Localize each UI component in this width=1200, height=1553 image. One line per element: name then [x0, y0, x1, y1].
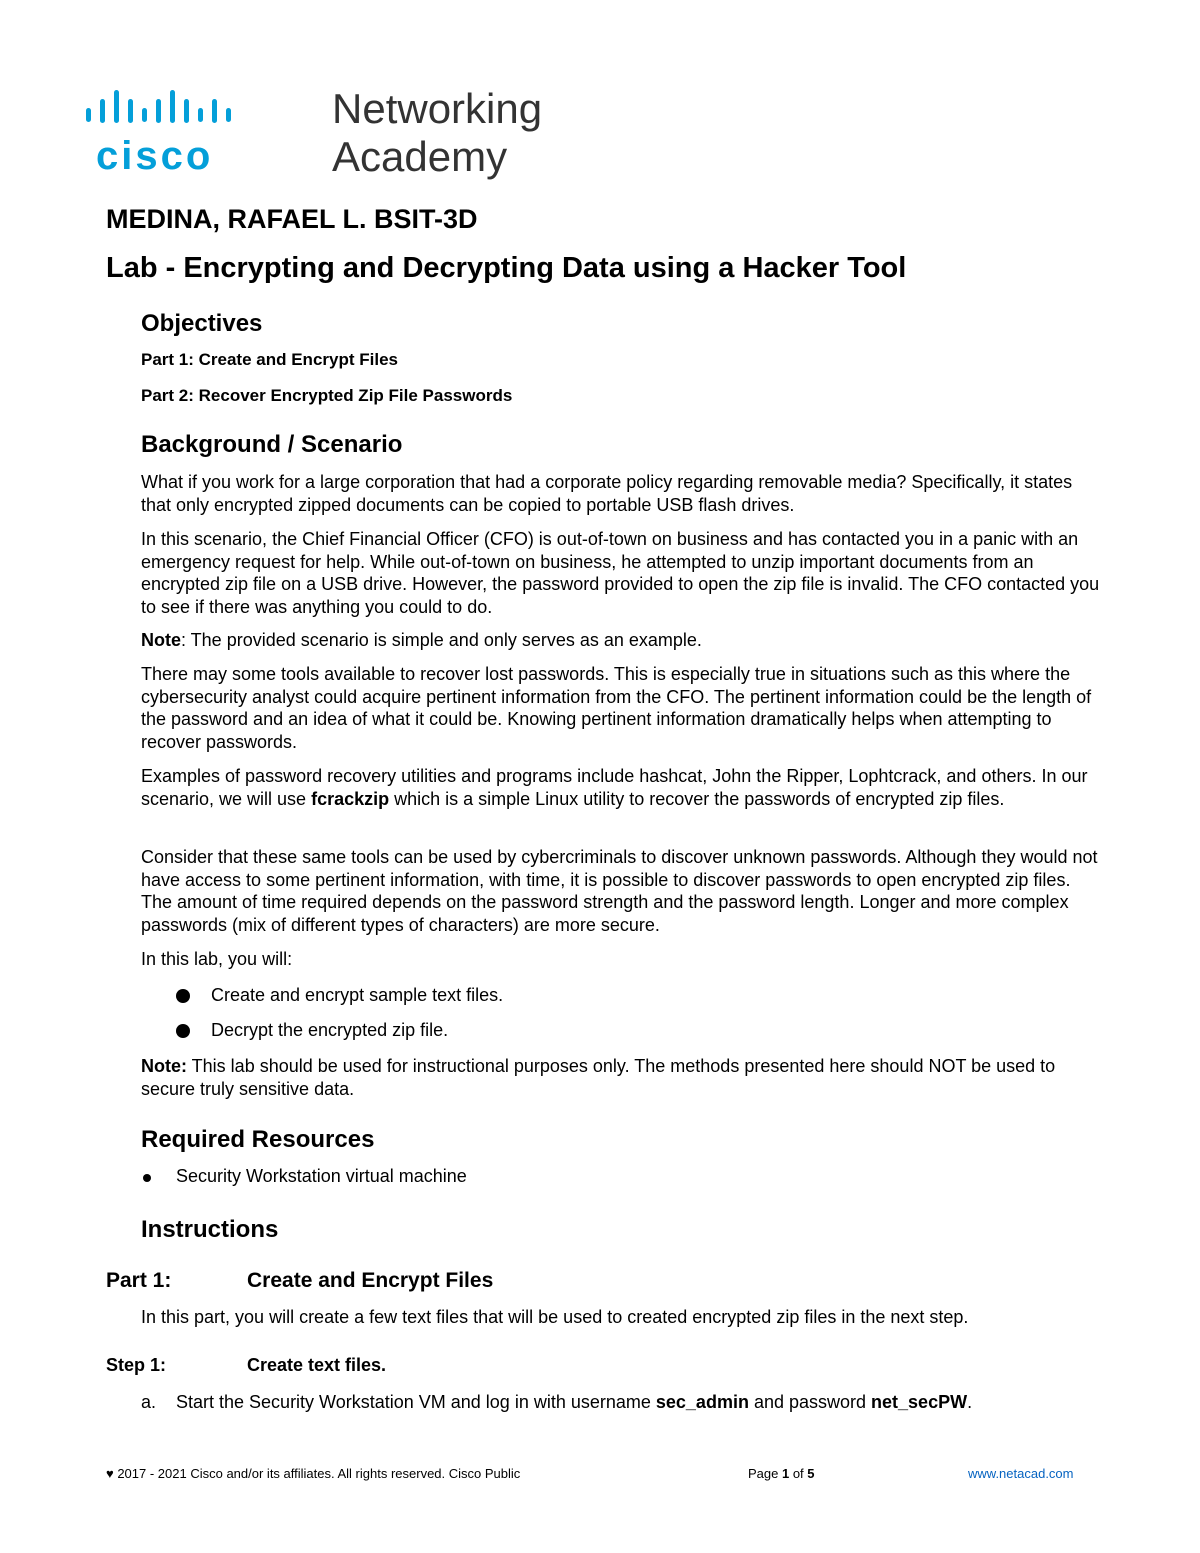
page-current: 1	[781, 1466, 790, 1481]
tool-name: fcrackzip	[311, 788, 390, 809]
cisco-networking-academy-logo	[84, 85, 543, 186]
logo-networking-text: Networking	[332, 85, 543, 132]
step-a-item	[141, 1391, 972, 1413]
note-scenario	[141, 629, 1101, 652]
step-1-heading	[106, 1354, 386, 1376]
cisco-bars-icon	[84, 86, 234, 130]
background-paragraph-2: In this scenario, the Chief Financial Officer (CFO) is out-of-town on business and has contacted you in a panic with an emergency request for help. While out-of-town on business, he attempted to unzip important documents from an encrypted zip file on a USB drive. However, the password provided to open the zip file is invalid. The CFO contacted you to see if there was anything you could to do.	[141, 529, 1100, 617]
footer-page-number	[748, 1466, 815, 1482]
note-text: This lab should be used for instructional purposes only. The methods presented here should NOT be used to secure truly sensitive data.	[141, 1056, 1056, 1099]
part-1-text: In this part, you will create a few text files that will be used to created encrypted zip files in the next step.	[141, 1307, 969, 1327]
step-a-text-2: and password	[748, 1392, 872, 1412]
cisco-wordmark: cisco	[96, 134, 214, 178]
page-prefix: Page	[748, 1466, 782, 1481]
background-paragraph-1: What if you work for a large corporation that had a corporate policy regarding removable media? Specifically, it states that only encrypted zipped documents can be copied to portable USB flash drives.	[141, 472, 1073, 515]
bullet-icon	[176, 989, 190, 1003]
part-label: Part 1:	[106, 1269, 172, 1292]
part-1-heading	[106, 1268, 493, 1294]
instructions-heading: Instructions	[141, 1216, 279, 1243]
step-title: Create text files.	[247, 1355, 387, 1375]
note-label: Note:	[141, 1056, 187, 1076]
note-instructional	[141, 1055, 1101, 1100]
background-paragraph-6: In this lab, you will:	[141, 949, 293, 969]
student-name: MEDINA, RAFAEL L. BSIT-3D	[106, 204, 478, 234]
note-text: : The provided scenario is simple and only serves as an example.	[181, 630, 702, 650]
list-item: Decrypt the encrypted zip file.	[211, 1020, 449, 1040]
background-paragraph-5: Consider that these same tools can be used by cybercriminals to discover unknown passwords. Although they would not have access to some pertinent information, with time, it is possible to discover passwords to open encrypted zip files. The amount of time required depends on the password strength and the password length. Longer and more complex passwords (mix of different types of characters) are more secure.	[141, 847, 1098, 935]
step-a-text-3: .	[967, 1392, 973, 1412]
bullet-icon	[176, 1024, 190, 1038]
resources-heading: Required Resources	[141, 1126, 375, 1153]
note-label: Note	[141, 630, 181, 650]
list-item: Create and encrypt sample text files.	[211, 985, 504, 1005]
background-paragraph-3: There may some tools available to recover lost passwords. This is especially true in situations such as this where the cybersecurity analyst could acquire pertinent information from the CFO. The pertinent information could be the length of the password and an idea of what it could be. Knowing pertinent information dramatically helps when attempting to recover passwords.	[141, 664, 1092, 752]
resource-item: Security Workstation virtual machine	[176, 1166, 467, 1186]
step-label: Step 1:	[106, 1355, 167, 1375]
bullet-icon	[143, 1174, 151, 1182]
background-heading: Background / Scenario	[141, 431, 403, 458]
footer-copyright: ♥ 2017 - 2021 Cisco and/or its affiliates. All rights reserved. Cisco Public	[106, 1466, 521, 1481]
password: net_secPW	[871, 1392, 968, 1412]
background-paragraph-4	[141, 765, 1101, 810]
part-title: Create and Encrypt Files	[247, 1269, 494, 1292]
p4-text-b: which is a simple Linux utility to recover the passwords of encrypted zip files.	[389, 788, 1005, 809]
lab-title: Lab - Encrypting and Decrypting Data using a Hacker Tool	[106, 252, 907, 284]
username: sec_admin	[655, 1392, 749, 1412]
objective-part-2: Part 2: Recover Encrypted Zip File Passwords	[141, 386, 513, 405]
step-a-text-1: Start the Security Workstation VM and log in with username	[176, 1392, 656, 1412]
page-of: of	[789, 1466, 808, 1481]
step-a-label: a.	[141, 1392, 157, 1412]
p4-text-a: Examples of password recovery utilities and programs include hashcat, John the Ripper, Lophtcrack, and others. In our scenario, we will use	[141, 766, 1088, 809]
footer-link[interactable]	[968, 1466, 1074, 1482]
page-total: 5	[807, 1466, 815, 1481]
objective-part-1: Part 1: Create and Encrypt Files	[141, 350, 398, 369]
logo-academy-text: Academy	[332, 133, 508, 180]
objectives-heading: Objectives	[141, 310, 263, 337]
netacad-link[interactable]: www.netacad.com	[968, 1466, 1074, 1481]
